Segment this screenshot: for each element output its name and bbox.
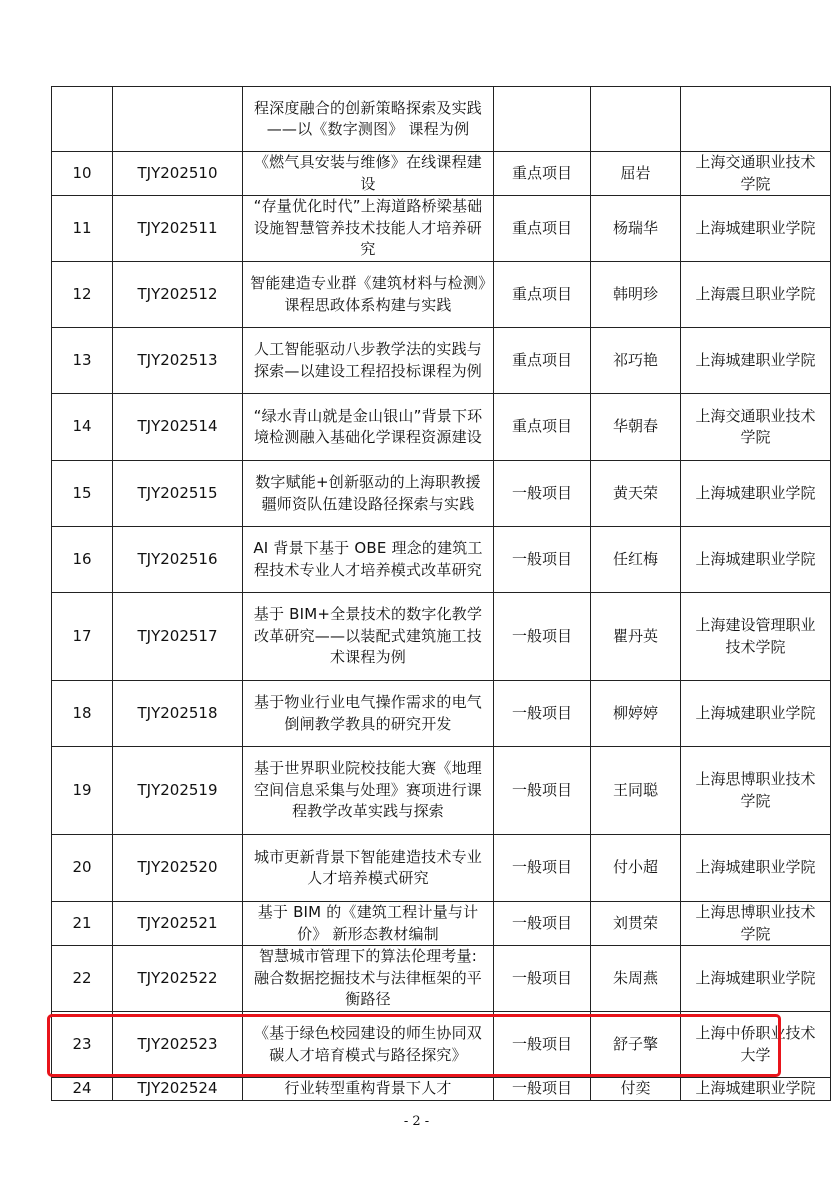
cell-leader: 瞿丹英: [591, 593, 681, 681]
cell-number: 14: [52, 394, 113, 461]
cell-project-type: 重点项目: [494, 152, 591, 196]
cell-number: 16: [52, 527, 113, 593]
table-row: [52, 461, 831, 527]
project-table: [51, 86, 831, 1101]
cell-project-title: 城市更新背景下智能建造技术专业人才培养模式研究: [243, 835, 494, 902]
cell-project-type: 一般项目: [494, 1012, 591, 1078]
cell-project-code: TJY202510: [113, 152, 243, 196]
cell-project-title: 基于物业行业电气操作需求的电气倒闸教学教具的研究开发: [243, 681, 494, 747]
cell-project-type: 一般项目: [494, 681, 591, 747]
table-row: [52, 681, 831, 747]
cell-project-code: TJY202523: [113, 1012, 243, 1078]
project-table-body: [52, 87, 831, 1101]
cell-project-type: 一般项目: [494, 527, 591, 593]
cell-number: 18: [52, 681, 113, 747]
table-row: [52, 262, 831, 328]
cell-organization: 上海城建职业学院: [681, 946, 831, 1012]
cell-organization: 上海交通职业技术学院: [681, 394, 831, 461]
cell-organization: 上海中侨职业技术大学: [681, 1012, 831, 1078]
cell-project-code: TJY202514: [113, 394, 243, 461]
cell-project-type: 一般项目: [494, 1078, 591, 1101]
table-row: [52, 1078, 831, 1101]
cell-leader: 舒子擎: [591, 1012, 681, 1078]
cell-number: 17: [52, 593, 113, 681]
cell-leader: 华朝春: [591, 394, 681, 461]
table-row: [52, 527, 831, 593]
cell-number: 19: [52, 747, 113, 835]
table-row: [52, 1012, 831, 1078]
cell-project-type: 重点项目: [494, 262, 591, 328]
table-row: [52, 593, 831, 681]
cell-organization: 上海城建职业学院: [681, 681, 831, 747]
cell-project-type: 一般项目: [494, 835, 591, 902]
cell-leader: 任红梅: [591, 527, 681, 593]
cell-project-title: 《燃气具安装与维修》在线课程建设: [243, 152, 494, 196]
cell-organization: [681, 87, 831, 152]
cell-project-code: TJY202511: [113, 196, 243, 262]
cell-project-type: 一般项目: [494, 902, 591, 946]
cell-project-type: 重点项目: [494, 196, 591, 262]
cell-number: 21: [52, 902, 113, 946]
cell-project-title: “绿水青山就是金山银山”背景下环境检测融入基础化学课程资源建设: [243, 394, 494, 461]
cell-project-code: TJY202513: [113, 328, 243, 394]
cell-project-code: TJY202515: [113, 461, 243, 527]
cell-project-code: TJY202520: [113, 835, 243, 902]
cell-organization: 上海城建职业学院: [681, 328, 831, 394]
cell-leader: 韩明珍: [591, 262, 681, 328]
cell-leader: 付小超: [591, 835, 681, 902]
cell-project-title: 人工智能驱动八步教学法的实践与探索—以建设工程招投标课程为例: [243, 328, 494, 394]
table-row: [52, 747, 831, 835]
cell-project-title: 程深度融合的创新策略探索及实践——以《数字测图》 课程为例: [243, 87, 494, 152]
table-row: [52, 152, 831, 196]
cell-project-code: TJY202512: [113, 262, 243, 328]
table-row: [52, 902, 831, 946]
cell-project-type: 一般项目: [494, 747, 591, 835]
page-number: - 2 -: [403, 1114, 430, 1129]
cell-project-code: TJY202522: [113, 946, 243, 1012]
table-row: [52, 394, 831, 461]
cell-organization: 上海思博职业技术学院: [681, 747, 831, 835]
cell-project-title: 智慧城市管理下的算法伦理考量: 融合数据挖掘技术与法律框架的平衡路径: [243, 946, 494, 1012]
cell-organization: 上海建设管理职业技术学院: [681, 593, 831, 681]
cell-organization: 上海城建职业学院: [681, 196, 831, 262]
cell-project-title: 基于世界职业院校技能大赛《地理空间信息采集与处理》赛项进行课程教学改革实践与探索: [243, 747, 494, 835]
cell-leader: 杨瑞华: [591, 196, 681, 262]
cell-organization: 上海城建职业学院: [681, 461, 831, 527]
cell-project-code: TJY202521: [113, 902, 243, 946]
cell-project-title: 智能建造专业群《建筑材料与检测》课程思政体系构建与实践: [243, 262, 494, 328]
cell-project-type: [494, 87, 591, 152]
cell-number: 20: [52, 835, 113, 902]
cell-project-title: “存量优化时代”上海道路桥梁基础设施智慧管养技术技能人才培养研究: [243, 196, 494, 262]
cell-project-type: 重点项目: [494, 394, 591, 461]
cell-project-type: 一般项目: [494, 593, 591, 681]
cell-project-code: TJY202518: [113, 681, 243, 747]
table-row: [52, 196, 831, 262]
cell-number: 11: [52, 196, 113, 262]
cell-organization: 上海震旦职业学院: [681, 262, 831, 328]
cell-project-title: 《基于绿色校园建设的师生协同双碳人才培育模式与路径探究》: [243, 1012, 494, 1078]
table-row: [52, 946, 831, 1012]
table-row: [52, 835, 831, 902]
cell-project-code: TJY202519: [113, 747, 243, 835]
cell-number: 24: [52, 1078, 113, 1101]
cell-project-title: 数字赋能+创新驱动的上海职教援疆师资队伍建设路径探索与实践: [243, 461, 494, 527]
cell-leader: 黄天荣: [591, 461, 681, 527]
cell-organization: 上海城建职业学院: [681, 527, 831, 593]
cell-project-title: AI 背景下基于 OBE 理念的建筑工程技术专业人才培养模式改革研究: [243, 527, 494, 593]
cell-project-code: TJY202517: [113, 593, 243, 681]
cell-organization: 上海交通职业技术学院: [681, 152, 831, 196]
cell-project-title: 基于 BIM 的《建筑工程计量与计价》 新形态教材编制: [243, 902, 494, 946]
cell-leader: 朱周燕: [591, 946, 681, 1012]
cell-leader: [591, 87, 681, 152]
cell-number: 23: [52, 1012, 113, 1078]
cell-leader: 祁巧艳: [591, 328, 681, 394]
cell-project-title: 基于 BIM+全景技术的数字化教学改革研究——以装配式建筑施工技术课程为例: [243, 593, 494, 681]
cell-number: [52, 87, 113, 152]
cell-organization: 上海思博职业技术学院: [681, 902, 831, 946]
cell-leader: 屈岩: [591, 152, 681, 196]
cell-organization: 上海城建职业学院: [681, 1078, 831, 1101]
cell-project-code: [113, 87, 243, 152]
cell-project-type: 一般项目: [494, 946, 591, 1012]
cell-project-title: 行业转型重构背景下人才: [243, 1078, 494, 1101]
cell-number: 13: [52, 328, 113, 394]
cell-number: 22: [52, 946, 113, 1012]
table-row: [52, 87, 831, 152]
cell-project-code: TJY202524: [113, 1078, 243, 1101]
cell-number: 12: [52, 262, 113, 328]
cell-project-code: TJY202516: [113, 527, 243, 593]
cell-leader: 付奕: [591, 1078, 681, 1101]
cell-project-type: 一般项目: [494, 461, 591, 527]
cell-number: 15: [52, 461, 113, 527]
cell-organization: 上海城建职业学院: [681, 835, 831, 902]
table-row: [52, 328, 831, 394]
cell-leader: 刘贯荣: [591, 902, 681, 946]
cell-leader: 柳婷婷: [591, 681, 681, 747]
cell-project-type: 重点项目: [494, 328, 591, 394]
cell-number: 10: [52, 152, 113, 196]
cell-leader: 王同聪: [591, 747, 681, 835]
